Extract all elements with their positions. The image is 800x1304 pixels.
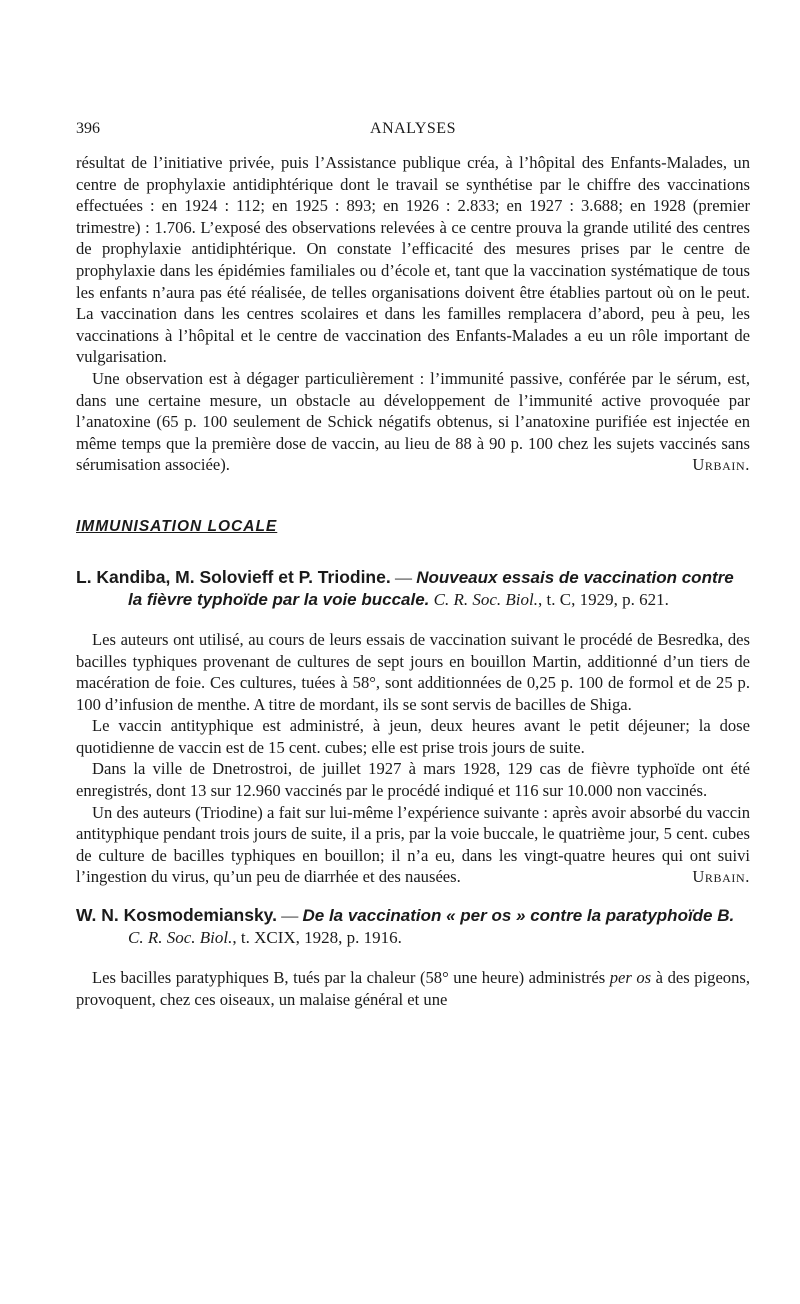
running-title: ANALYSES bbox=[370, 120, 456, 137]
intro-paragraph-2-text: Une observation est à dégager particulièrement : l’immunité passive, conférée par le sérum, est, dans une certaine mesure, un obstacle au développement de l’immunité active provoquée par l’anatoxine (65 p. 100 seulement de Schick négatifs obtenus, si l’anatoxine purifiée est injectée en même temps que la première dose de vaccin, au lieu de 88 à 90 p. 100 chez les sujets vaccinés sans sérumisation associée). bbox=[76, 368, 750, 475]
article-2-paragraph-1-after: à des pigeons, provoquent, chez ces oiseaux, un malaise général et une bbox=[76, 968, 751, 1009]
article-2-reference: , t. XCIX, 1928, p. 1916. bbox=[232, 928, 402, 948]
article-1-paragraph-4-text: Un des auteurs (Triodine) a fait sur lui-même l’expérience suivante : après avoir absorbé du vaccin antityphique pendant trois jours de suite, il a pris, par la voie buccale, le quatrième jour, 5 cent. cubes de culture de bacilles typhiques en bouillon; il n’a eu, dans les vingt-quatre heures qui ont suivi l’ingestion du virus, qu’un peu de diarrhée et des nausées. bbox=[76, 802, 750, 887]
intro-section bbox=[76, 152, 750, 476]
article-1-authors: L. Kandiba, M. Solovieff et P. Triodine. bbox=[76, 566, 391, 587]
article-1-heading bbox=[76, 566, 750, 611]
intro-signature: Urbain. bbox=[692, 455, 750, 475]
article-2-heading bbox=[76, 904, 750, 949]
article-1-paragraph-2: Le vaccin antityphique est administré, à jeun, deux heures avant le petit déjeuner; la dose quotidienne de vaccin est de 15 cent. cubes; elle est prise trois jours de suite. bbox=[76, 716, 750, 757]
article-2-paragraph-1-before: Les bacilles paratyphiques B, tués par la chaleur (58° une heure) administrés bbox=[92, 968, 610, 988]
page-number: 396 bbox=[76, 120, 100, 137]
article-1-signature: Urbain. bbox=[692, 867, 750, 887]
running-head bbox=[76, 116, 750, 142]
spacer bbox=[76, 888, 750, 904]
article-1-title: Nouveaux essais de vaccination contre la fièvre typhoïde par la voie buccale. bbox=[128, 567, 734, 609]
page bbox=[76, 116, 750, 1010]
article-2-paragraph-1 bbox=[76, 967, 750, 1010]
intro-paragraph-2 bbox=[76, 368, 750, 476]
article-2-dash: — bbox=[276, 906, 303, 926]
article-1-paragraph-1: Les auteurs ont utilisé, au cours de leurs essais de vaccination suivant le procédé de Besredka, des bacilles typhiques provenant de cultures de sept jours en bouillon Martin, additionné d’un tiers de macération de foie. Ces cultures, tuées à 58°, sont additionnées de 0,25 p. 100 de formol et de 25 p. 100 d’infusion de menthe. A titre de mordant, ils se sont servis de bacilles de Shiga. bbox=[76, 629, 750, 714]
article-1-paragraph-4 bbox=[76, 802, 750, 888]
article-1-dash: — bbox=[390, 567, 417, 587]
intro-paragraph-1: résultat de l’initiative privée, puis l’Assistance publique créa, à l’hôpital des Enfants-Malades, un centre de prophylaxie antidiphtérique dont le travail se synthétise par le chiffre des vaccinations effectuées : en 1924 : 112; en 1925 : 893; en 1926 : 2.833; en 1927 : 3.688; en 1928 (premier trimestre) : 1.706. L’exposé des observations relevées à ce centre prouva la grande utilité des centres de prophylaxie antidiphtérique. On constate l’efficacité des mesures prises par le centre de prophylaxie dans les épidémies familiales ou d’école et, tant que la vaccination systématique de tous les enfants n’aura pas été réalisée, de telles organisations doivent être établies partout où on le peut. La vaccination dans les centres scolaires et dans les familles remplacera d’abord, peu à peu, les vaccinations à l’hôpital et le centre de vaccination des Enfants-Malades a eu un rôle important de vulgarisation. bbox=[76, 153, 750, 367]
article-1-journal: C. R. Soc. Biol. bbox=[433, 589, 539, 609]
section-heading: IMMUNISATION LOCALE bbox=[76, 517, 278, 535]
article-2-title: De la vaccination « per os » contre la paratyphoïde B. bbox=[302, 906, 735, 926]
article-2-authors: W. N. Kosmodemiansky. bbox=[76, 905, 277, 926]
article-1-paragraph-3: Dans la ville de Dnetrostroi, de juillet 1927 à mars 1928, 129 cas de fièvre typhoïde ont été enregistrés, dont 13 sur 12.960 vaccinés par le procédé indiqué et 116 sur 10.000 non vaccinés. bbox=[76, 759, 750, 801]
article-2-journal: C. R. Soc. Biol. bbox=[128, 928, 233, 948]
article-1-reference: , t. C, 1929, p. 621. bbox=[538, 589, 669, 609]
article-2-per-os: per os bbox=[609, 968, 652, 988]
